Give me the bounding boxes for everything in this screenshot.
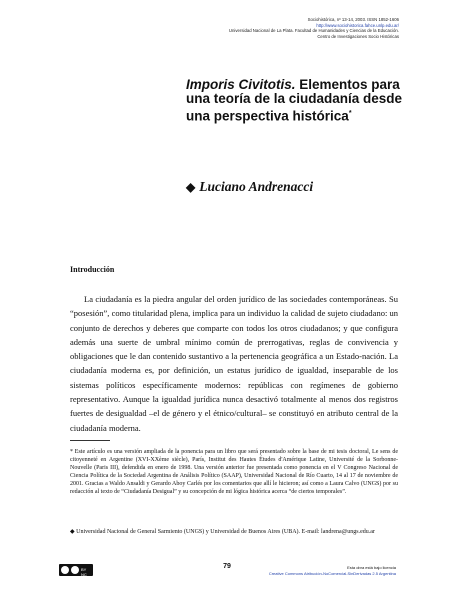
body-paragraph: La ciudadanía es la piedra angular del orden jurídico de las sociedades contemporáneas. Su “posesión”, como titularidad plena, implica para un individuo la calidad de sujeto ciudadano: un conjunto de derechos y deberes que comparte con todos los otros ciudadanos; y que configura además una suerte de umbral mínimo común de prerrogativas, reglas de convivencia y obligaciones que le dan contenido sustantivo a la pertenencia geográfica a un Estado-nación. La ciudadanía moderna es, por definición, un estatus jurídico de igualdad, inseparable de los sistemas políticos específicamente modernos: repúblicas con regímenes de gobierno representativo. Aunque la igualdad jurídica nunca desactivó totalmente al menos dos registros fuertes de desigualdad –el de género y el étnico/cultural– se constituyó en atributo central de la ciudadanía moderna. bbox=[70, 294, 398, 433]
institution-line: Universidad Nacional de La Plata. Facultad de Humanidades y Ciencias de la Educación. bbox=[228, 28, 399, 34]
section-heading: Introducción bbox=[70, 265, 115, 274]
center-line: Centro de Investigaciones Socio Históricas bbox=[317, 33, 399, 39]
diamond-icon: ◆ bbox=[186, 180, 196, 194]
journal-url-link[interactable]: http://www.sociohistorica.fahce.unlp.edu.ar/ bbox=[316, 22, 399, 28]
cc-badge-text: BY NC SA bbox=[81, 567, 87, 582]
title-footnote-mark: * bbox=[348, 109, 352, 117]
author-name: Luciano Andrenacci bbox=[199, 179, 314, 194]
journal-citation: Sociohistórica, nº 13-14, 2003. ISSN 1852-1606 bbox=[307, 17, 399, 22]
footnote-2: ◆ Universidad Nacional de General Sarmiento (UNGS) y Universidad de Buenos Aires (UBA). E-mail: landrena@ungs.edu.ar bbox=[70, 529, 375, 535]
page-number: 79 bbox=[223, 563, 231, 570]
article-title bbox=[186, 78, 406, 124]
footnote-1: * Este artículo es una versión ampliada de la ponencia para un libro que será presentado sobre la base de mi tesis doctoral, Le sens de citoyenneté en Argentine (XVI-XXème siècle), París, Institut des Hautes Études d'Amérique Latine, Université de la Sorbonne-Nouvelle (Paris III), defendida en enero de 1998. Una versión anterior fue presentada como ponencia en el V Congreso Nacional de Ciencia Política de la Sociedad Argentina de Análisis Político (SAAP), Universidad Nacional de Río Cuarto, 14 al 17 de noviembre de 2001. Gracias a Waldo Ansaldi y Gerardo Aboy Carlés por los comentarios que allí le hicieron; así como a Laura Calvo (UNGS) por su redacción al texto de “Ciudadanía Desigual” y su concepción de mi lógica histórica acerca “de ciertos temporales”. bbox=[70, 449, 398, 495]
author-line bbox=[186, 179, 313, 195]
journal-header bbox=[99, 17, 399, 39]
footnote-divider bbox=[70, 440, 110, 441]
license-text: Esta obra está bajo licencia bbox=[347, 565, 396, 570]
title-latin: Imporis Civitotis. bbox=[186, 77, 296, 92]
license-notice bbox=[269, 565, 396, 576]
license-link[interactable]: Creative Commons Atribución-NoComercial-SinDerivadas 2.5 Argentina bbox=[268, 570, 396, 576]
title-main: Elementos para una teoría de la ciudadanía desde una perspectiva histórica bbox=[186, 77, 403, 124]
